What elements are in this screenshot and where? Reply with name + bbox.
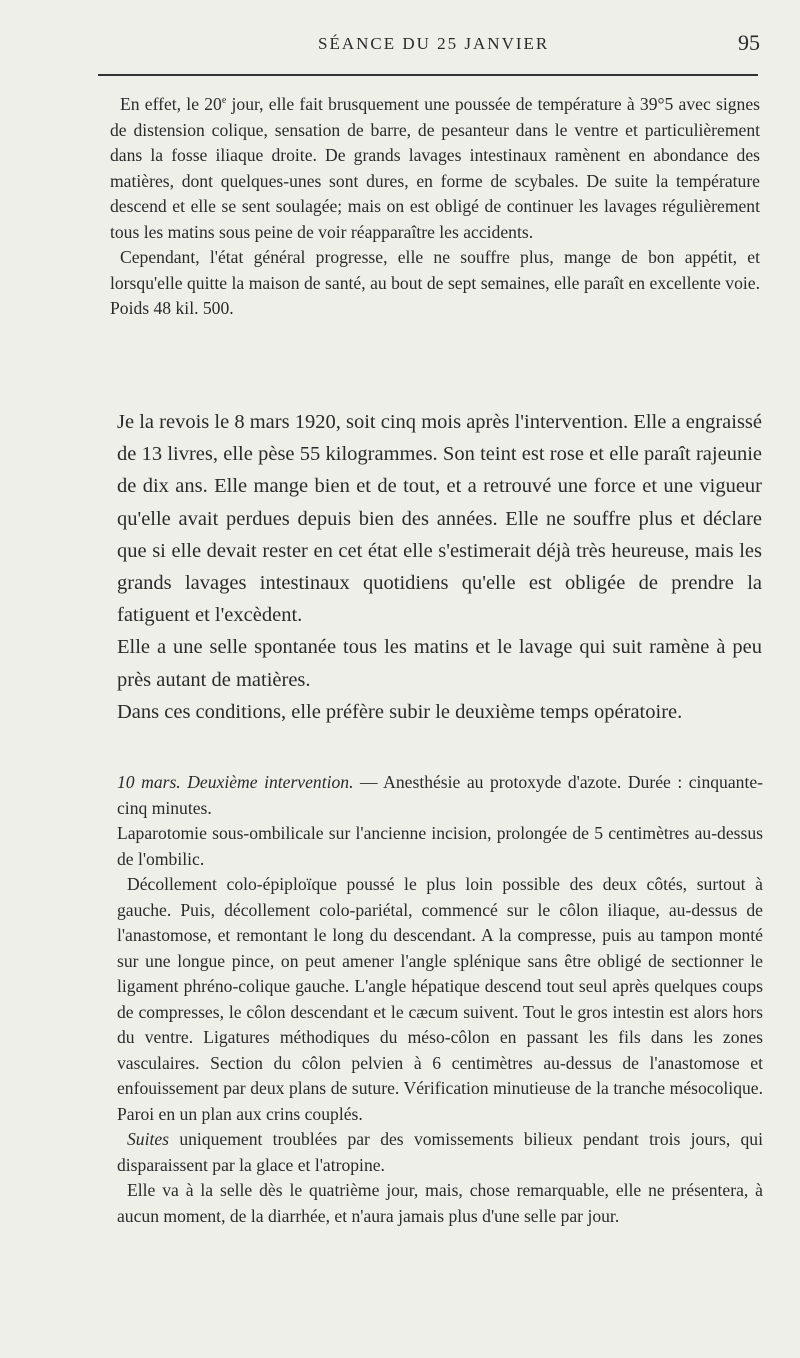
running-title: SÉANCE DU 25 JANVIER xyxy=(318,34,550,53)
paragraph: Je la revois le 8 mars 1920, soit cinq mois après l'intervention. Elle a engraissé de 13 livres, elle pèse 55 kilogrammes. Son teint est rose et elle paraît rajeunie de dix ans. Elle mange bien et de tout, et a retrouvé une force et une vigueur qu'elle avait perdues depuis bien des années. Elle ne souffre plus et déclare que si elle devait rester en cet état elle s'estimerait déjà très heureuse, mais les grands lavages intestinaux quotidiens qu'elle est obligée de prendre la fatiguent et l'excèdent. xyxy=(117,411,762,627)
paragraph: Elle a une selle spontanée tous les matins et le lavage qui suit ramène à peu près autant de matières. xyxy=(117,636,762,691)
paragraph: Cependant, l'état général progresse, elle ne souffre plus, mange de bon appétit, et lorsqu'elle quitte la maison de santé, au bout de sept semaines, elle paraît en excellente voie. Poids 48 kil. 500. xyxy=(110,247,760,318)
paragraph: Laparotomie sous-ombilicale sur l'ancienne incision, prolongée de 5 centimètres au-dessus de l'ombilic. xyxy=(117,823,763,869)
header-rule xyxy=(98,74,758,76)
section-second-intervention xyxy=(117,770,763,1229)
section-first-intervention-followup xyxy=(110,92,760,322)
section-revisit xyxy=(117,406,762,728)
paragraph: En effet, le 20e jour, elle fait brusquement une poussée de température à 39°5 avec signes de distension colique, sensation de barre, de pesanteur dans le ventre et particulièrement dans la fosse iliaque droite. De grands lavages intestinaux ramènent en abondance des matières, dont quelques-unes sont dures, en forme de scybales. De suite la température descend et elle se sent soulagée; mais on est obligé de continuer les lavages régulièrement tous les matins sous peine de voir réapparaître les accidents. xyxy=(110,94,760,242)
paragraph: Elle va à la selle dès le quatrième jour, mais, chose remarquable, elle ne présentera, à aucun moment, de la diarrhée, et n'aura jamais plus d'une selle par jour. xyxy=(117,1180,763,1226)
paragraph: Suites uniquement troublées par des vomissements bilieux pendant trois jours, qui disparaissent par la glace et l'atropine. xyxy=(117,1129,763,1175)
paragraph: Dans ces conditions, elle préfère subir le deuxième temps opératoire. xyxy=(117,700,683,723)
page-header xyxy=(0,28,800,58)
paragraph: 10 mars. Deuxième intervention. — Anesthésie au protoxyde d'azote. Durée : cinquante-cinq minutes. xyxy=(117,772,763,818)
paragraph: Décollement colo-épiploïque poussé le plus loin possible des deux côtés, surtout à gauche. Puis, décollement colo-pariétal, commencé sur le côlon iliaque, au-dessus de l'anastomose, et remontant le long du descendant. A la compresse, puis au tampon monté sur une longue pince, on peut amener l'angle splénique sans être obligé de sectionner le ligament phréno-colique gauche. L'angle hépatique descend tout seul après quelques coups de compresses, le côlon descendant et le cæcum suivent. Tout le gros intestin est alors hors du ventre. Ligatures méthodiques du méso-côlon en passant les fils dans les zones vasculaires. Section du côlon pelvien à 6 centimètres au-dessus de l'anastomose et enfouissement par deux plans de suture. Vérification minutieuse de la tranche mésocolique. Paroi en un plan aux crins couplés. xyxy=(117,874,763,1124)
page-number: 95 xyxy=(738,30,760,55)
section-heading: 10 mars. Deuxième intervention. xyxy=(117,772,354,792)
